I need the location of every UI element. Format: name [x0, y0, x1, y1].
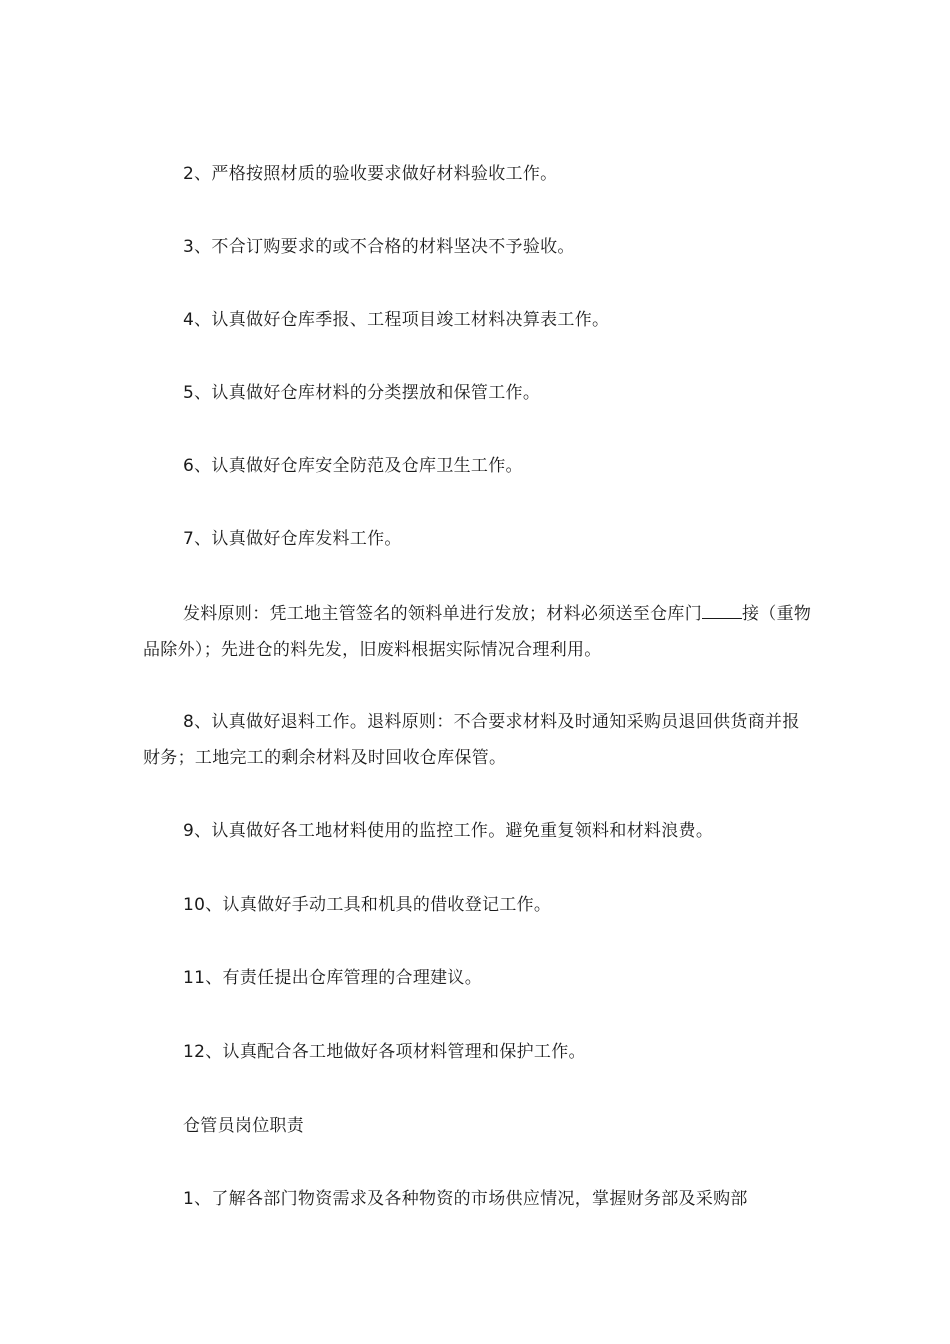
duty-item-7: 7、认真做好仓库发料工作。: [183, 529, 402, 549]
duty-item-6: 6、认真做好仓库安全防范及仓库卫生工作。: [183, 456, 523, 476]
section-heading: 仓管员岗位职责: [183, 1116, 305, 1136]
duty-item-4: 4、认真做好仓库季报、工程项目竣工材料决算表工作。: [183, 310, 610, 330]
duty-item-9: 9、认真做好各工地材料使用的监控工作。避免重复领料和材料浪费。: [183, 821, 714, 841]
clerk-duty-item-1: 1、了解各部门物资需求及各种物资的市场供应情况，掌握财务部及采购部: [183, 1189, 748, 1209]
duty-item-3: 3、不合订购要求的或不合格的材料坚决不予验收。: [183, 237, 575, 257]
issuing-principle-line-1: 发料原则：凭工地主管签名的领料单进行发放；材料必须送至仓库门: [183, 604, 702, 624]
duty-item-12: 12、认真配合各工地做好各项材料管理和保护工作。: [183, 1042, 586, 1062]
duty-item-5: 5、认真做好仓库材料的分类摆放和保管工作。: [183, 383, 541, 403]
blank-underline: [702, 600, 742, 619]
duty-item-11: 11、有责任提出仓库管理的合理建议。: [183, 968, 483, 988]
issuing-principle-line-2: 接（重物品除外）；先进仓的料先发，旧废料根据实际情况合理利用。: [143, 604, 812, 660]
issuing-principle-paragraph: [143, 596, 813, 668]
duty-item-2: 2、严格按照材质的验收要求做好材料验收工作。: [183, 164, 558, 184]
duty-item-8: 8、认真做好退料工作。退料原则：不合要求材料及时通知采购员退回供货商并报财务；工地完工的剩余材料及时回收仓库保管。: [143, 712, 800, 768]
duty-item-10: 10、认真做好手动工具和机具的借收登记工作。: [183, 895, 552, 915]
